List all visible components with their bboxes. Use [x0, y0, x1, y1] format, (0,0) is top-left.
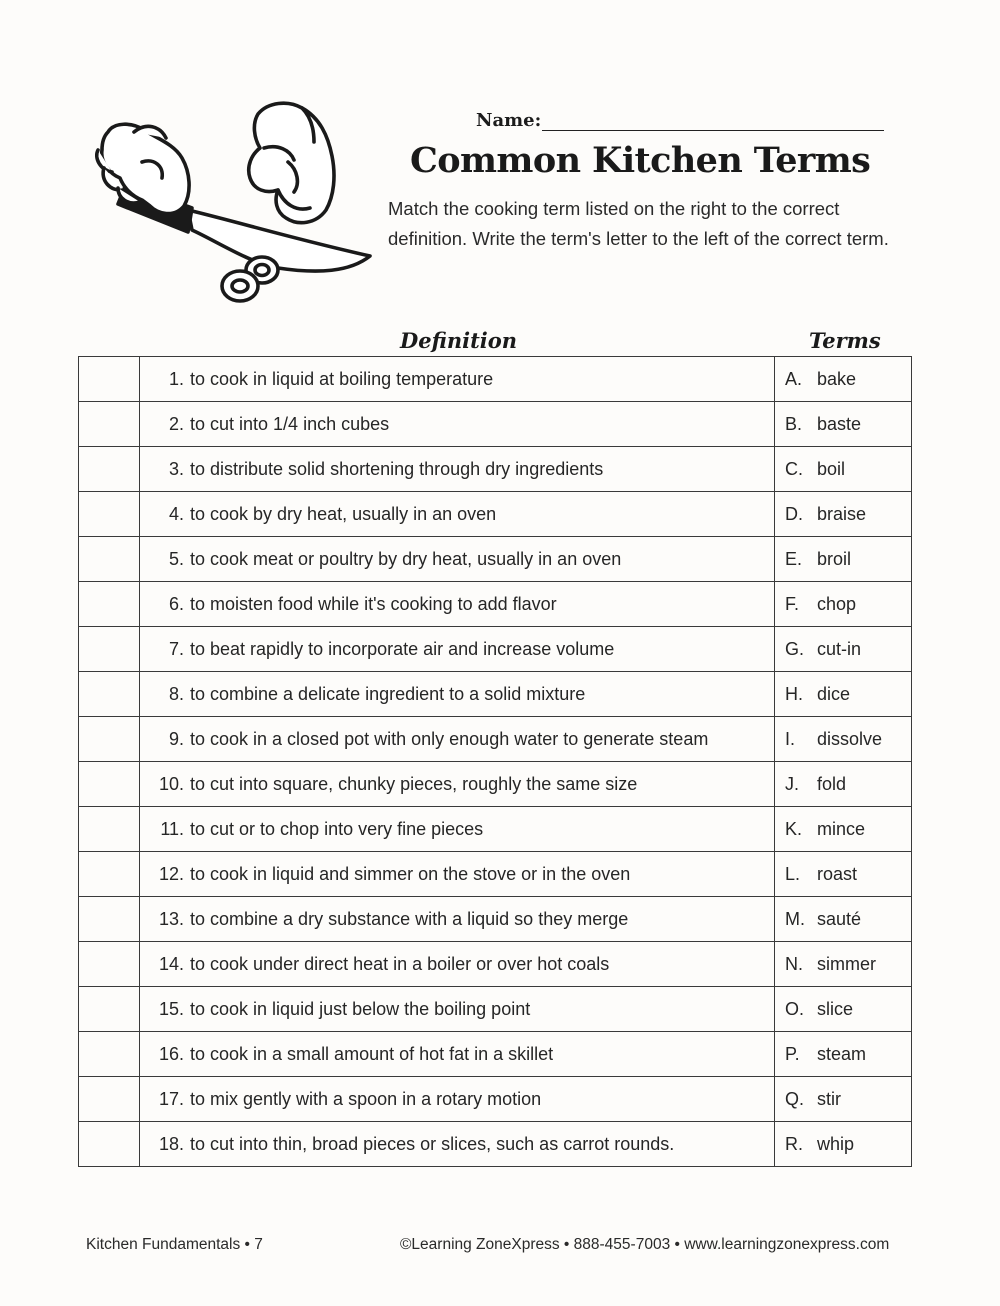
definition-cell [140, 807, 775, 852]
term-text: baste [817, 413, 862, 434]
definition-number: 3. [168, 458, 184, 479]
table-row [79, 627, 912, 672]
term-cell [775, 492, 912, 537]
definition-cell [140, 537, 775, 582]
answer-blank[interactable] [79, 942, 140, 987]
definition-number: 8. [168, 683, 184, 704]
table-row [79, 807, 912, 852]
table-row [79, 357, 912, 402]
term-text: bake [817, 368, 857, 389]
answer-blank[interactable] [79, 717, 140, 762]
table-row [79, 852, 912, 897]
definition-cell [140, 987, 775, 1032]
name-blank-line[interactable] [542, 130, 884, 131]
term-text: slice [817, 998, 854, 1019]
definition-cell [140, 852, 775, 897]
definition-cell [140, 447, 775, 492]
table-row [79, 402, 912, 447]
term-text: steam [817, 1043, 867, 1064]
definition-cell [140, 357, 775, 402]
answer-blank[interactable] [79, 492, 140, 537]
definition-cell [140, 672, 775, 717]
answer-blank[interactable] [79, 1077, 140, 1122]
definition-column-header: Definition [400, 328, 518, 353]
name-field[interactable] [476, 108, 916, 134]
definition-number: 10. [158, 773, 184, 794]
definition-text: to moisten food while it's cooking to add flavor [190, 593, 557, 614]
definition-number: 7. [168, 638, 184, 659]
term-letter: O. [785, 998, 805, 1019]
answer-blank[interactable] [79, 762, 140, 807]
term-letter: A. [785, 368, 803, 389]
definition-text: to cut into square, chunky pieces, roughly the same size [190, 773, 638, 794]
name-label: Name: [476, 110, 542, 131]
definition-cell [140, 717, 775, 762]
definition-number: 18. [158, 1133, 184, 1154]
answer-blank[interactable] [79, 807, 140, 852]
definition-cell [140, 942, 775, 987]
definition-number: 6. [168, 593, 184, 614]
term-cell [775, 897, 912, 942]
definition-text: to mix gently with a spoon in a rotary motion [190, 1088, 542, 1109]
matching-table [78, 356, 912, 1167]
term-letter: I. [785, 728, 796, 749]
term-text: boil [817, 458, 846, 479]
definition-cell [140, 897, 775, 942]
term-cell [775, 852, 912, 897]
term-letter: C. [785, 458, 803, 479]
definition-number: 12. [158, 863, 184, 884]
term-cell [775, 357, 912, 402]
definition-text: to cut or to chop into very fine pieces [190, 818, 484, 839]
term-letter: N. [785, 953, 803, 974]
answer-blank[interactable] [79, 672, 140, 717]
definition-cell [140, 1077, 775, 1122]
terms-column-header: Terms [809, 328, 881, 353]
definition-number: 1. [168, 368, 184, 389]
term-cell [775, 672, 912, 717]
definition-cell [140, 627, 775, 672]
table-row [79, 987, 912, 1032]
term-cell [775, 402, 912, 447]
answer-blank[interactable] [79, 537, 140, 582]
term-cell [775, 447, 912, 492]
hands-cutting-icon [88, 92, 378, 314]
table-row [79, 492, 912, 537]
table-row [79, 447, 912, 492]
definition-number: 11. [160, 818, 184, 839]
definition-number: 4. [168, 503, 184, 524]
answer-blank[interactable] [79, 1122, 140, 1167]
term-text: dissolve [817, 728, 883, 749]
table-row [79, 717, 912, 762]
definition-cell [140, 402, 775, 447]
term-text: dice [817, 683, 851, 704]
term-letter: E. [785, 548, 803, 569]
term-text: cut-in [817, 638, 862, 659]
term-text: fold [817, 773, 847, 794]
term-letter: D. [785, 503, 803, 524]
definition-number: 2. [168, 413, 184, 434]
definition-text: to cook in a small amount of hot fat in a skillet [190, 1043, 554, 1064]
definition-text: to cut into thin, broad pieces or slices, such as carrot rounds. [190, 1133, 675, 1154]
definition-number: 5. [168, 548, 184, 569]
answer-blank[interactable] [79, 357, 140, 402]
term-cell [775, 1032, 912, 1077]
term-letter: P. [785, 1043, 800, 1064]
definition-text: to cook in liquid and simmer on the stove or in the oven [190, 863, 631, 884]
term-text: sauté [817, 908, 862, 929]
answer-blank[interactable] [79, 627, 140, 672]
definition-text: to cook in liquid just below the boiling point [190, 998, 531, 1019]
term-cell [775, 942, 912, 987]
term-cell [775, 807, 912, 852]
answer-blank[interactable] [79, 987, 140, 1032]
answer-blank[interactable] [79, 447, 140, 492]
table-row [79, 537, 912, 582]
page-title: Common Kitchen Terms [410, 140, 871, 181]
definition-number: 14. [158, 953, 184, 974]
term-letter: R. [785, 1133, 803, 1154]
definition-text: to beat rapidly to incorporate air and increase volume [190, 638, 615, 659]
definition-text: to cook by dry heat, usually in an oven [190, 503, 497, 524]
definition-text: to distribute solid shortening through dry ingredients [190, 458, 604, 479]
instructions-text: Match the cooking term listed on the right to the correct definition. Write the term's letter to the left of the correct term. [388, 198, 889, 249]
table-row [79, 1122, 912, 1167]
term-letter: L. [785, 863, 801, 884]
definition-cell [140, 582, 775, 627]
definition-cell [140, 1122, 775, 1167]
footer-page-info: Kitchen Fundamentals • 7 [86, 1236, 263, 1253]
table-row [79, 942, 912, 987]
term-letter: H. [785, 683, 803, 704]
definition-text: to combine a delicate ingredient to a solid mixture [190, 683, 586, 704]
table-row [79, 1077, 912, 1122]
term-cell [775, 717, 912, 762]
term-text: broil [817, 548, 852, 569]
definition-text: to cook in a closed pot with only enough water to generate steam [190, 728, 709, 749]
term-letter: B. [785, 413, 803, 434]
term-cell [775, 627, 912, 672]
term-cell [775, 1122, 912, 1167]
definition-cell [140, 1032, 775, 1077]
definition-cell [140, 762, 775, 807]
term-letter: F. [785, 593, 800, 614]
term-text: stir [817, 1088, 841, 1109]
definition-cell [140, 492, 775, 537]
term-letter: Q. [785, 1088, 805, 1109]
table-row [79, 1032, 912, 1077]
table-row [79, 762, 912, 807]
term-letter: K. [785, 818, 803, 839]
term-text: simmer [817, 953, 876, 974]
answer-blank[interactable] [79, 582, 140, 627]
definition-number: 15. [158, 998, 184, 1019]
term-text: chop [817, 593, 857, 614]
term-cell [775, 1077, 912, 1122]
definition-number: 16. [158, 1043, 184, 1064]
term-cell [775, 762, 912, 807]
answer-blank[interactable] [79, 402, 140, 447]
term-text: roast [817, 863, 858, 884]
table-row [79, 672, 912, 717]
definition-number: 9. [168, 728, 184, 749]
answer-blank[interactable] [79, 852, 140, 897]
definition-text: to cut into 1/4 inch cubes [190, 413, 390, 434]
answer-blank[interactable] [79, 1032, 140, 1077]
term-text: braise [817, 503, 867, 524]
term-text: whip [817, 1133, 855, 1154]
term-cell [775, 537, 912, 582]
answer-blank[interactable] [79, 897, 140, 942]
term-cell [775, 582, 912, 627]
term-letter: G. [785, 638, 805, 659]
definition-text: to cook meat or poultry by dry heat, usually in an oven [190, 548, 622, 569]
term-letter: J. [785, 773, 800, 794]
definition-text: to combine a dry substance with a liquid so they merge [190, 908, 629, 929]
term-text: mince [817, 818, 866, 839]
term-cell [775, 987, 912, 1032]
definition-number: 13. [158, 908, 184, 929]
table-row [79, 897, 912, 942]
definition-text: to cook under direct heat in a boiler or over hot coals [190, 953, 610, 974]
footer-copyright: ©Learning ZoneXpress • 888-455-7003 • www.learningzonexpress.com [400, 1236, 890, 1253]
term-letter: M. [785, 908, 805, 929]
table-row [79, 582, 912, 627]
definition-text: to cook in liquid at boiling temperature [190, 368, 494, 389]
definition-number: 17. [158, 1088, 184, 1109]
